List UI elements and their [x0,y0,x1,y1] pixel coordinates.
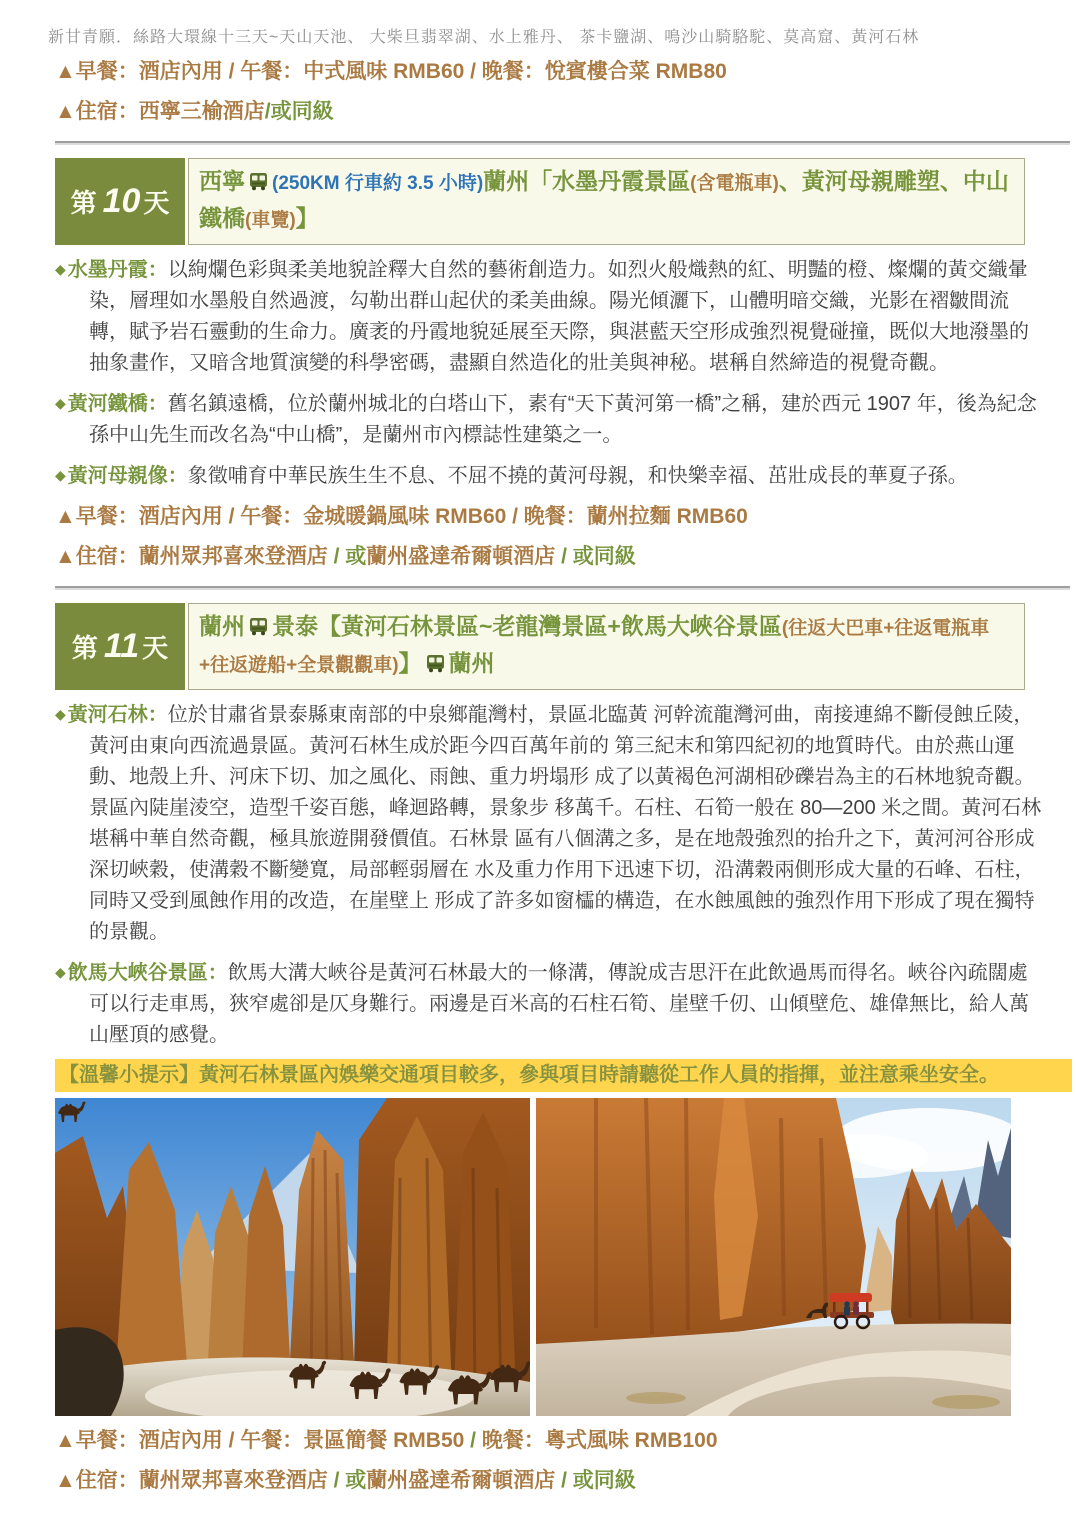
text-segment: / 或 [333,545,367,568]
day11-title [188,603,1025,690]
day10-header [55,158,1025,245]
text-segment: ▲早餐：酒店內用 / 午餐：中式風味 RMB60 / 晚餐：悅賓樓合菜 RMB80 [55,60,727,83]
photo-canyon-horse-cart [536,1098,1011,1416]
paragraph-huanghe-tieqiao [55,388,1045,451]
text-segment: 景泰【黃河石林景區~老龍灣景區+飲馬大峽谷景區 [272,613,782,639]
text-segment: 蘭州 [448,650,495,676]
stay-line-day9 [55,97,1056,127]
text-segment: ▲早餐：酒店內用 / 午餐：金城暖鍋風味 RMB60 / 晚餐：蘭州拉麵 RMB60 [55,505,748,528]
text-segment: (250KM 行車約 3.5 小時) [272,173,484,194]
paragraph-text: 象徵哺育中華民族生生不息、不屈不撓的黃河母親，和快樂幸福、茁壯成長的華夏子孫。 [187,465,968,487]
paragraph-text: 位於甘肅省景泰縣東南部的中泉鄉龍灣村，景區北臨黃 河幹流龍灣河曲，南接連綿不斷侵蝕丘陵，黃河由東向西流過景區。黃河石林生成於距今四百萬年前的 第三紀末和第四紀初的地質時代。由於燕山運動、地殼上升、河床下切、加之風化、雨蝕、重力坍塌形 成了以黃褐色河湖相砂礫岩為主的石林地貌奇觀。景區內陡崖淩空，造型千姿百態，峰迴路轉，景象步 移萬千。石柱、石筍一般在 80—200 米之間。黃河石林堪稱中華自然奇觀，極具旅遊開發價值。石林景 區有八個溝之多，是在地殼強烈的抬升之下，黃河河谷形成深切峽穀，使溝穀不斷變寬，局部輕弱層在 水及重力作用下迅速下切，沿溝穀兩側形成大量的石峰、石柱，同時又受到風蝕作用的改造，在崖壁上 形成了許多如窗櫺的構造，在水蝕風蝕的強烈作用下形成了現在獨特的景觀。 [89,704,1042,943]
text-segment: 蘭州「水墨丹霞景區 [483,168,691,194]
tip-banner: 【溫馨小提示】黃河石林景區內娛樂交通項目較多，參與項目時請聽從工作人員的指揮，並注意乘坐安全。 [55,1059,1072,1092]
bus-icon [245,611,272,645]
paragraph-label: 黃河石林： [67,704,168,726]
text-segment: 蘭州盛達希爾頓酒店 [366,1469,562,1492]
text-segment: / 或同級 [561,1469,636,1492]
section-divider [55,141,1070,145]
paragraph-label: 飲馬大峽谷景區： [67,962,228,984]
diamond-bullet-icon: ◆ [55,395,66,411]
day10-title [188,158,1025,245]
day10-number-badge [55,158,185,245]
meals-line-day10 [55,502,1056,532]
text-segment: 西寧 [199,168,245,194]
text-segment: (往返大巴車+往返電瓶車+往返遊船+全景觀觀車) [199,618,990,676]
text-segment: (車覽) [245,210,296,231]
day-badge-number: 11 [103,627,140,665]
paragraph-huanghe-muqinxiang [55,460,1045,492]
day11-header [55,603,1025,690]
stay-line-day11 [55,1466,1056,1496]
photo-yellow-river-stone-forest-camels [55,1098,530,1416]
text-segment: / [470,1429,476,1452]
text-segment: /或同級 [264,100,334,123]
text-segment: ▲住宿：蘭州眾邦喜來登酒店 [55,1469,334,1492]
text-segment: ▲早餐：酒店內用 / 午餐：景區簡餐 RMB50 [55,1429,471,1452]
text-segment: ▲住宿：西寧三榆酒店 [55,100,265,123]
paragraph-label: 水墨丹霞： [67,259,168,281]
diamond-bullet-icon: ◆ [55,964,66,980]
text-segment: 蘭州盛達希爾頓酒店 [366,545,562,568]
meals-line-day11 [55,1426,1056,1456]
day11-number-badge [55,603,185,690]
bus-icon [422,648,449,682]
text-segment: 晚餐：粵式風味 RMB100 [475,1429,718,1452]
day-badge-prefix: 第 [71,633,98,663]
day-badge-number: 10 [102,182,141,220]
text-segment: ▲住宿：蘭州眾邦喜來登酒店 [55,545,334,568]
meals-line-day9 [55,57,1056,87]
stay-line-day10 [55,542,1056,572]
text-segment: 、黃河母親雕塑、中山鐵橋 [199,168,1009,231]
bus-icon [245,166,272,200]
text-segment: (含電瓶車) [690,173,779,194]
diamond-bullet-icon: ◆ [55,261,66,277]
paragraph-label: 黃河母親像： [67,465,188,487]
paragraph-huanghe-shilin [55,699,1045,948]
paragraph-shuimo-danxia [55,254,1045,379]
paragraph-yinma-daxiagu [55,957,1045,1051]
text-segment: / 或 [333,1469,367,1492]
text-segment: 蘭州 [199,613,245,639]
document-header: 新甘青願．絲路大環線十三天~天山天池、 大柴旦翡翠湖、水上雅丹、 茶卡鹽湖、鳴沙山騎駱駝、莫高窟、黃河石林 [48,29,920,46]
diamond-bullet-icon: ◆ [55,706,66,722]
text-segment: / 或同級 [561,545,636,568]
paragraph-text: 舊名鎮遠橋，位於蘭州城北的白塔山下，素有“天下黃河第一橋”之稱，建於西元 1907 年，後為紀念孫中山先生而改名為“中山橋”，是蘭州市內標誌性建築之一。 [89,393,1037,446]
day-badge-prefix: 第 [70,188,97,218]
day-badge-suffix: 天 [142,633,169,663]
paragraph-text: 以絢爛色彩與柔美地貌詮釋大自然的藝術創造力。如烈火般熾熱的紅、明豔的橙、燦爛的黃交織暈染，層理如水墨般自然過渡，勾勒出群山起伏的柔美曲線。陽光傾灑下，山體明暗交織，光影在褶皺間流轉，賦予岩石靈動的生命力。廣袤的丹霞地貌延展至天際，與湛藍天空形成強烈視覺碰撞，既似大地潑墨的抽象畫作，又暗含地質演變的科學密碼，盡顯自然造化的壯美與神秘。堪稱自然締造的視覺奇觀。 [89,259,1029,374]
text-segment: 】 [398,650,422,676]
diamond-bullet-icon: ◆ [55,467,66,483]
text-segment: 】 [295,205,319,231]
section-divider [55,586,1070,590]
day-badge-suffix: 天 [143,188,170,218]
paragraph-text: 飲馬大溝大峽谷是黃河石林最大的一條溝，傳說成吉思汗在此飲過馬而得名。峽谷內疏闊處可以行走車馬，狹窄處卻是仄身難行。兩邊是百米高的石柱石筍、崖壁千仞、山傾壁危、雄偉無比，給人萬山壓頂的感覺。 [89,962,1029,1046]
paragraph-label: 黃河鐵橋： [67,393,168,415]
photo-row [55,1098,1076,1416]
